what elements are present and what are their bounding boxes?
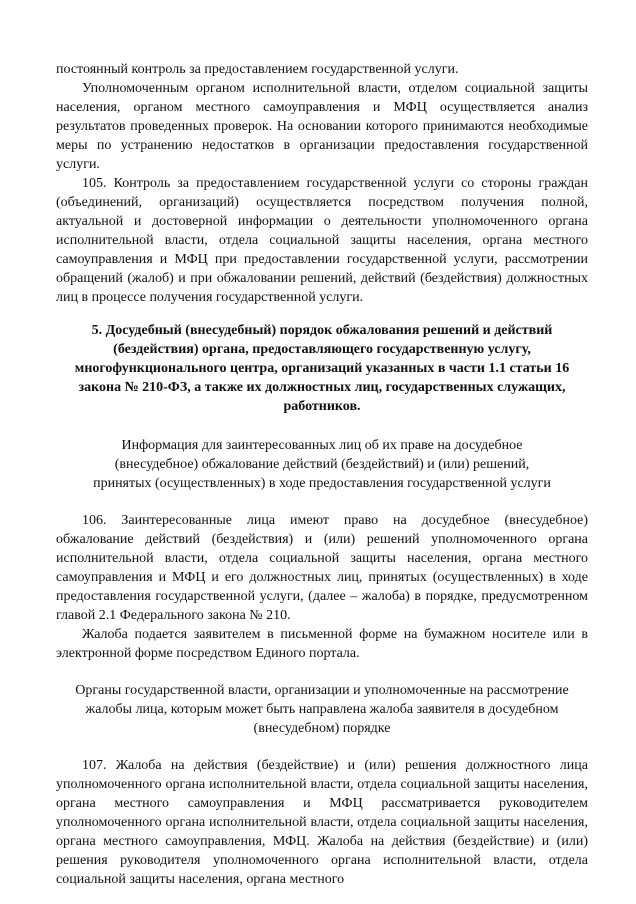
section-5-heading: 5. Досудебный (внесудебный) порядок обжалования решений и действий (бездействия) органа, предоставляющего государственную услугу, многофункционального центра, организаций указанных в части 1.1 статьи 16 закона № 210-ФЗ, а также их должностных лиц, государственных служащих, работников.	[74, 323, 570, 414]
subheading-reviewing-bodies: Органы государственной власти, организации и уполномоченные на рассмотрение жалобы лица, которым может быть направлена жалоба заявителя в досудебном (внесудебном) порядке	[75, 683, 569, 736]
paragraph-105: 105. Контроль за предоставлением государственной услуги со стороны граждан (объединений, организаций) осуществляется посредством получения полной, актуальной и достоверной информации о деятельности уполномоченного органа исполнительной власти, отдела социальной защиты населения, органа местного самоуправления и МФЦ при предоставлении государственной услуги, рассмотрении обращений (жалоб) и при обжаловании решений, действий (бездействия) должностных лиц в процессе получения государственной услуги.	[56, 176, 588, 305]
paragraph-analysis: Уполномоченным органом исполнительной власти, отделом социальной защиты населения, органом местного самоуправления и МФЦ осуществляется анализ результатов проведенных проверок. На основании которого принимаются необходимые меры по устранению недостатков в организации предоставления государственной услуги.	[56, 81, 588, 172]
paragraph-complaint-form: Жалоба подается заявителем в письменной форме на бумажном носителе или в электронной форме посредством Единого портала.	[56, 627, 588, 661]
paragraph-control-continuation: постоянный контроль за предоставлением государственной услуги.	[56, 62, 459, 77]
subheading-right-to-appeal: Информация для заинтересованных лиц об их праве на досудебное (внесудебное) обжалование действий (бездействий) и (или) решений, принятых (осуществленных) в ходе предоставления государственной услуги	[93, 438, 551, 491]
paragraph-106: 106. Заинтересованные лица имеют право на досудебное (внесудебное) обжалование действий (бездействия) и (или) решений уполномоченного органа исполнительной власти, отдела социальной защиты населения, органа местного самоуправления и МФЦ и его должностных лиц, принятых (осуществленных) в ходе предоставления государственной услуги, (далее – жалоба) в порядке, предусмотренном главой 2.1 Федерального закона № 210.	[56, 513, 588, 623]
paragraph-107: 107. Жалоба на действия (бездействие) и (или) решения должностного лица уполномоченного органа исполнительной власти, отдела социальной защиты населения, органа местного самоуправления и МФЦ рассматривается руководителем уполномоченного органа исполнительной власти, отдела социальной защиты населения, органа местного самоуправления, МФЦ. Жалоба на действия (бездействие) и (или) решения руководителя уполномоченного органа исполнительной власти, отдела социальной защиты населения, органа местного	[56, 758, 588, 887]
